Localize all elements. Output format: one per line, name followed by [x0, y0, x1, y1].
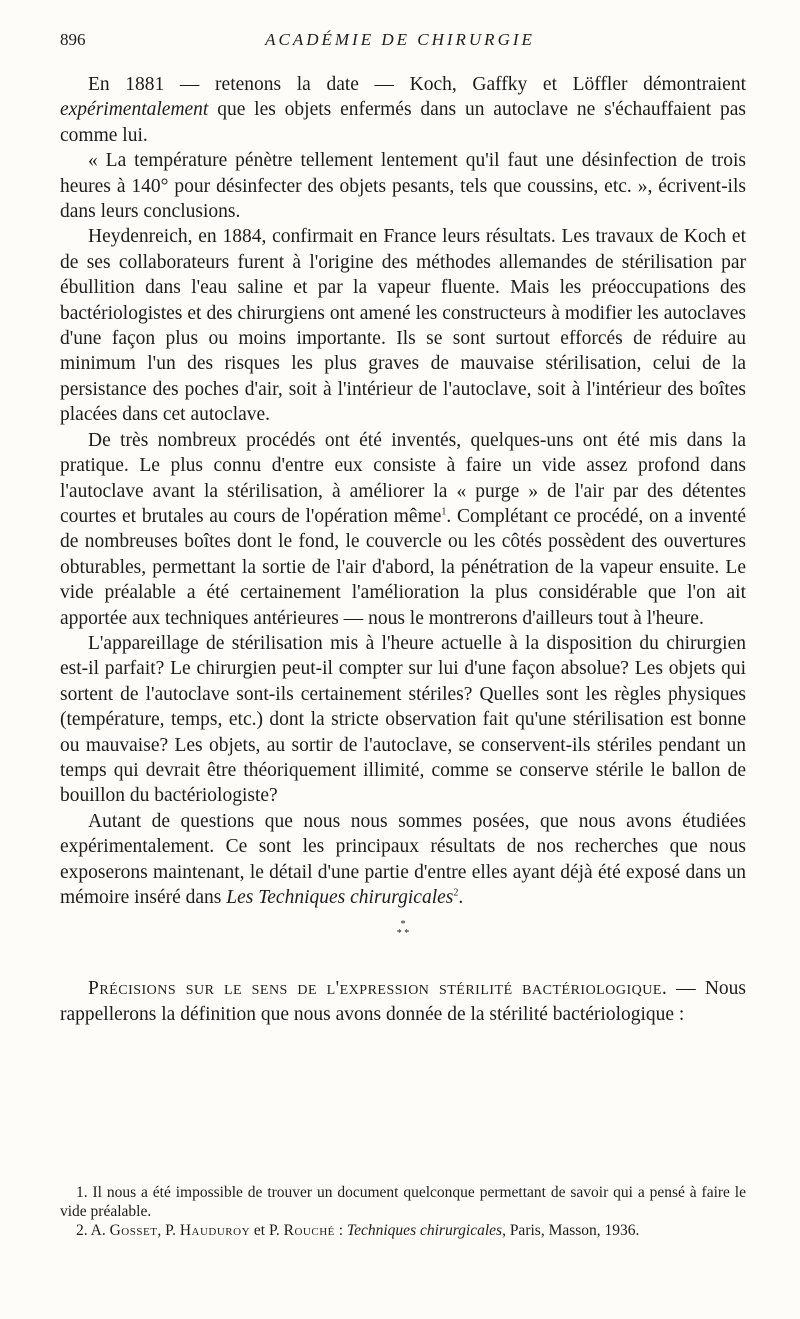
separator-star-top: *	[400, 919, 406, 931]
author-name: Rouché	[283, 1222, 335, 1239]
paragraph: Autant de questions que nous nous sommes posées, que nous avons étudiées expérimentalement. Ce sont les principaux résultats de nos recherches que nous exposerons maintenant, le détail d'une partie d'entre elles ayant déjà été exposé dans un mémoire inséré dans Les Techniques chirurgicales$^2$.	[60, 810, 746, 908]
section-heading: Précisions sur le sens de l'expression stérilité bactériologique.	[88, 978, 668, 1000]
page-header	[60, 30, 740, 54]
paragraph: Heydenreich, en 1884, confirmait en France leurs résultats. Les travaux de Koch et de ses collaborateurs furent à l'origine des méthodes allemandes de stérilisation par ébullition dans l'eau saline et par la vapeur fluente. Mais les préoccupations des bactériologistes et des chirurgiens ont amené les constructeurs à modifier les autoclaves d'une façon plus ou moins importante. Ils se sont surtout efforcés de réduire au minimum l'un des risques les plus graves de mauvaise stérilisation, celui de la persistance des poches d'air, soit à l'intérieur de l'autoclave, soit à l'intérieur des boîtes placées dans cet autoclave.	[60, 226, 746, 426]
paragraph: « La température pénètre tellement lentement qu'il faut une désinfection de trois heures à 140° pour désinfecter des objets pesants, tels que coussins, etc. », écrivent-ils dans leurs conclusions.	[60, 150, 746, 223]
footnote-mark: 2.	[76, 1222, 88, 1239]
page-number: 896	[60, 30, 86, 49]
footnote-ref[interactable]: 2	[453, 887, 459, 899]
book-title: Techniques chirurgicales	[346, 1222, 503, 1239]
italic-term: expérimentalement	[60, 99, 209, 121]
footnote: 2. A. Gosset, P. Hauduroy et P. Rouché : Techniques chirurgicales, Paris, Masson, 1936.	[76, 1222, 640, 1239]
paragraph: De très nombreux procédés ont été inventés, quelques-uns ont été mis dans la pratique. Le plus connu d'entre eux consiste à faire un vide assez profond dans l'autoclave avant la stérilisation, à améliorer la « purge » de l'air par des détentes courtes et brutales au cours de l'opération même$^1$. Complétant ce procédé, on a inventé de nombreuses boîtes dont le fond, le couvercle ou les côtés possèdent des ouvertures obturables, permettant la sortie de l'air d'abord, la pénétration de la vapeur ensuite. Le vide préalable a été certainement l'amélioration la plus considérable que l'on ait apportée aux techniques antérieures — nous le montrerons d'ailleurs tout à l'heure.	[60, 429, 746, 629]
author-name: Hauduroy	[179, 1222, 251, 1239]
paragraph: L'appareillage de stérilisation mis à l'heure actuelle à la disposition du chirurgien est-il parfait? Le chirurgien peut-il compter sur lui d'une façon absolue? Les objets qui sortent de l'autoclave sont-ils certainement stériles? Quelles sont les règles physiques (température, temps, etc.) dont la stricte observation fait qu'une stérilisation est bonne ou mauvaise? Les objets, au sortir de l'autoclave, se conservent-ils stériles pendant un temps qui devrait être théoriquement illimité, comme se conserve stérile le ballon de bouillon du bactériologiste?	[60, 632, 746, 807]
paragraph: En 1881 — retenons la date — Koch, Gaffky et Löffler démontraient expérimentalement que les objets enfermés dans un autoclave ne s'échauffaient pas comme lui.	[60, 74, 746, 146]
author-name: Gosset	[109, 1222, 158, 1239]
main-text	[60, 72, 746, 1027]
italic-title: Les Techniques chirurgicales	[226, 887, 454, 908]
running-title: ACADÉMIE DE CHIRURGIE	[265, 30, 535, 49]
section-separator	[60, 920, 746, 938]
footnotes	[60, 1183, 746, 1240]
footnote-mark: 1.	[76, 1184, 88, 1201]
separator-stars-bottom: * *	[396, 928, 410, 940]
section-paragraph: Précisions sur le sens de l'expression stérilité bactériologique. — Nous rappellerons la définition que nous avons donnée de la stérilité bactériologique :	[60, 978, 747, 1025]
footnote-ref[interactable]: 1	[441, 506, 447, 518]
footnote: 1. Il nous a été impossible de trouver un document quelconque permettant de savoir qui a pensé à faire le vide préalable.	[60, 1184, 746, 1220]
